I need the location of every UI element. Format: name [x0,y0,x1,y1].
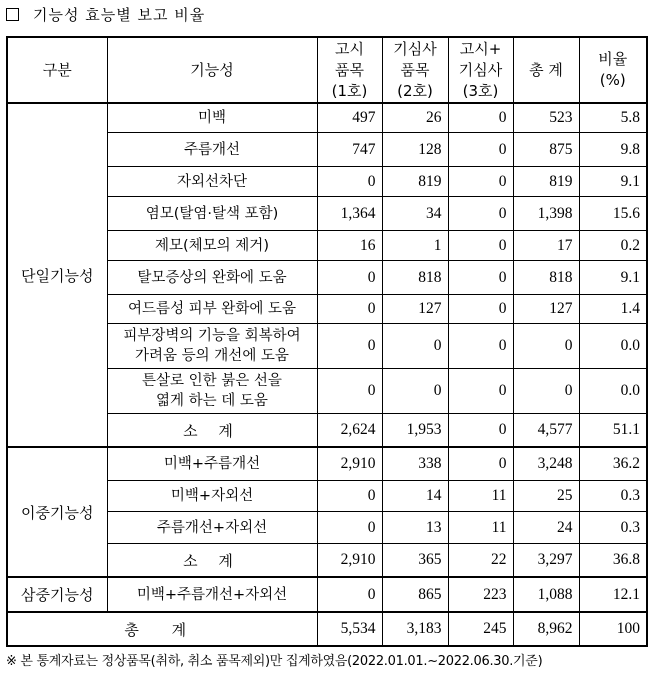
table-row [7,103,647,133]
value-c1: 0 [317,295,382,324]
function-label: 미백+자외선 [107,481,317,512]
group-label: 단일기능성 [7,103,107,447]
value-c1: 0 [317,369,382,414]
header-function: 기능성 [107,37,317,103]
subtotal-ratio: 36.8 [579,544,647,578]
value-ratio: 0.2 [579,231,647,261]
value-ratio: 9.1 [579,167,647,197]
value-c1: 2,910 [317,447,382,481]
function-label: 미백+주름개선 [107,447,317,481]
value-ratio: 9.8 [579,133,647,167]
value-c1: 16 [317,231,382,261]
value-c1: 0 [317,167,382,197]
value-c1: 0 [317,261,382,295]
value-total: 0 [513,324,579,369]
subtotal-c3: 0 [448,414,513,448]
value-ratio: 0.0 [579,369,647,414]
value-total: 819 [513,167,579,197]
function-label: 탈모증상의 완화에 도움 [107,261,317,295]
value-c2: 13 [382,512,448,544]
value-c3: 223 [448,577,513,612]
title-text: 기능성 효능별 보고 비율 [33,5,206,24]
value-c3: 11 [448,512,513,544]
function-label: 미백 [107,103,317,133]
group-label: 이중기능성 [7,447,107,577]
header-category: 구분 [7,37,107,103]
grand-total-row [7,612,647,646]
value-c1: 0 [317,481,382,512]
value-ratio: 0.0 [579,324,647,369]
checkbox-square-icon [6,8,19,21]
header-reviewed: 기심사 품목 (2호) [382,37,448,103]
value-ratio: 5.8 [579,103,647,133]
footnote: ※ 본 통계자료는 정상품목(취하, 취소 품목제외)만 집계하였음(2022.01.01.~2022.06.30.기준) [6,654,543,669]
value-c3: 0 [448,295,513,324]
value-total: 17 [513,231,579,261]
value-ratio: 9.1 [579,261,647,295]
value-total: 3,248 [513,447,579,481]
grand-total-ratio: 100 [579,612,647,646]
value-c1: 0 [317,512,382,544]
grand-total-c2: 3,183 [382,612,448,646]
subtotal-c1: 2,624 [317,414,382,448]
function-label: 주름개선+자외선 [107,512,317,544]
value-c1: 747 [317,133,382,167]
subtotal-c1: 2,910 [317,544,382,578]
subtotal-c2: 1,953 [382,414,448,448]
grand-total-c1: 5,534 [317,612,382,646]
function-label: 미백+주름개선+자외선 [107,577,317,612]
function-label: 염모(탈염·탈색 포함) [107,197,317,231]
value-c2: 819 [382,167,448,197]
value-c3: 0 [448,261,513,295]
value-total: 127 [513,295,579,324]
function-label: 튼살로 인한 붉은 선을 엷게 하는 데 도움 [107,369,317,414]
function-label: 주름개선 [107,133,317,167]
value-c3: 0 [448,103,513,133]
table-title [4,2,205,26]
function-label: 여드름성 피부 완화에 도움 [107,295,317,324]
value-ratio: 36.2 [579,447,647,481]
value-c1: 0 [317,577,382,612]
functional-cosmetics-table [6,36,648,647]
value-ratio: 12.1 [579,577,647,612]
function-label: 자외선차단 [107,167,317,197]
value-c1: 0 [317,324,382,369]
value-c3: 0 [448,133,513,167]
value-c2: 26 [382,103,448,133]
grand-total-label: 총 계 [7,612,317,646]
value-ratio: 0.3 [579,481,647,512]
header-row [7,37,647,103]
value-c3: 0 [448,369,513,414]
value-total: 523 [513,103,579,133]
value-c2: 818 [382,261,448,295]
grand-total-total: 8,962 [513,612,579,646]
subtotal-c3: 22 [448,544,513,578]
value-total: 25 [513,481,579,512]
value-c2: 0 [382,324,448,369]
subtotal-label: 소 계 [107,414,317,448]
subtotal-total: 3,297 [513,544,579,578]
value-c3: 0 [448,324,513,369]
header-both: 고시+ 기심사 (3호) [448,37,513,103]
value-c2: 127 [382,295,448,324]
value-total: 1,398 [513,197,579,231]
value-c2: 1 [382,231,448,261]
value-ratio: 0.3 [579,512,647,544]
table-body [7,103,647,646]
header-notified: 고시 품목 (1호) [317,37,382,103]
table-row [7,577,647,612]
subtotal-ratio: 51.1 [579,414,647,448]
value-c2: 34 [382,197,448,231]
value-c3: 0 [448,447,513,481]
value-c2: 338 [382,447,448,481]
value-c3: 11 [448,481,513,512]
value-ratio: 1.4 [579,295,647,324]
value-c2: 128 [382,133,448,167]
value-c3: 0 [448,197,513,231]
group-label: 삼중기능성 [7,577,107,612]
value-c1: 1,364 [317,197,382,231]
function-label: 피부장벽의 기능을 회복하여 가려움 등의 개선에 도움 [107,324,317,369]
value-c3: 0 [448,167,513,197]
header-ratio: 비율 (%) [579,37,647,103]
value-total: 818 [513,261,579,295]
header-total: 총 계 [513,37,579,103]
table-row [7,447,647,481]
subtotal-total: 4,577 [513,414,579,448]
value-c1: 497 [317,103,382,133]
function-label: 제모(체모의 제거) [107,231,317,261]
value-total: 0 [513,369,579,414]
value-c2: 0 [382,369,448,414]
value-total: 875 [513,133,579,167]
subtotal-label: 소 계 [107,544,317,578]
value-c2: 14 [382,481,448,512]
value-c3: 0 [448,231,513,261]
value-total: 1,088 [513,577,579,612]
value-ratio: 15.6 [579,197,647,231]
value-total: 24 [513,512,579,544]
value-c2: 865 [382,577,448,612]
grand-total-c3: 245 [448,612,513,646]
subtotal-c2: 365 [382,544,448,578]
